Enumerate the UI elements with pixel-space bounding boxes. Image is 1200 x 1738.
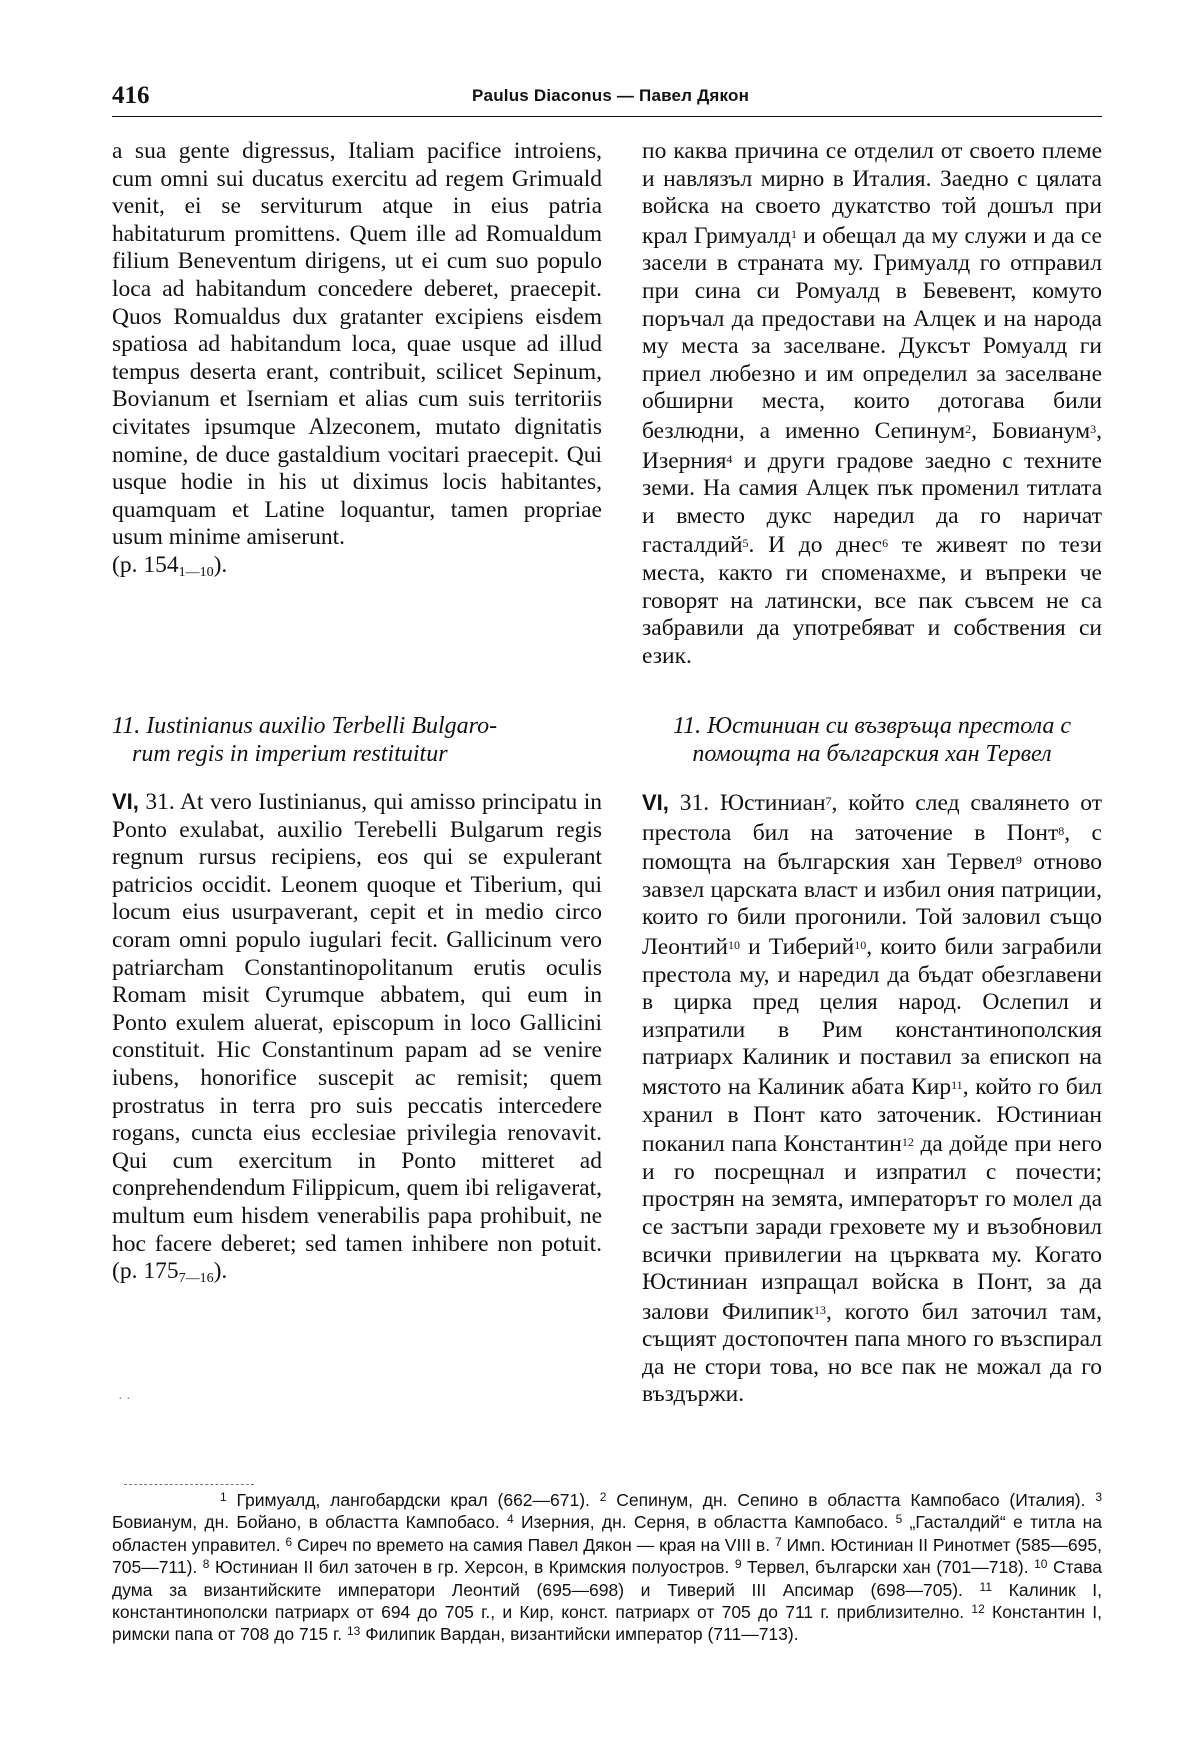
footnotes: [112, 1488, 1102, 1645]
footnote-1: $^1$ Гримуалд, лангобардски крал (662—671).: [220, 1490, 600, 1510]
footnote-13: $^{13}$ Филипик Вардан, византийски император (711—713).: [347, 1624, 799, 1645]
footnote-4: $^4$ Изерния, дн. Серня, в областта Кампобасо.: [507, 1512, 896, 1533]
footnote-11: $^{11}$ Калиник I, константинополски патриарх от 694 до 705 г., и Кир, конст. патриарх от 705 до 711 г. приблизително.: [112, 1579, 1102, 1623]
footnote-8: $^8$ Юстиниан II бил заточен в гр. Херсон, в Кримския полуостров.: [202, 1557, 735, 1578]
bulgarian-paragraph-1: по каква причина се отделил от своето племе и навлязъл мирно в Италия. Заедно с цялата войска на своето дукатство той дошъл при крал Гримуалд$^1$ и обещал да му служи и да се засели в страната му. Гримуалд го отправил при сина си Ромуалд в Бевевент, комуто поръчал да предостави на Алцек и на народа му места за заселване. Дуксът Ромуалд ги приел любезно и им определил за заселване обширни места, които дотогава били безлюдни, а именно Сепинум$^2$, Бовианум$^3$, Изерния$^4$ и други градове заедно с техните земи. На самия Алцек пък променил титлата и вместо дукс наредил да го наричат гасталдий$^5$. И до днес$^6$ те живеят по тези места, както ги споменахме, и въпреки че говорят на латински, все пак съвсем не са забравили да употребяват и собствения си език.: [642, 138, 1103, 669]
latin-section-heading: 11. Iustinianus auxilio Terbelli Bulgaro- rum regis in imperium restituitur: [112, 713, 498, 767]
footnote-6: $^6$ Сиреч по времето на самия Павел Дякон — края на VIII в.: [285, 1534, 775, 1555]
footnote-5: $^5$ „Гасталдий“ е титла на областен управител.: [112, 1512, 1102, 1555]
footnote-7: $^7$ Имп. Юстиниан II Ринотмет (585—695, 705—711).: [112, 1534, 1102, 1578]
footnote-block: [112, 1488, 1102, 1645]
running-title: Paulus Diaconus — Павел Дякон: [472, 86, 750, 105]
bulgarian-paragraph-2: VI, 31. Юстиниан$^7$, който след свалянето от престола бил на заточение в Понт$^8$, с помощта на българския хан Тервел$^9$ отново завзел царската власт и избил ония патриции, които го били прогонили. Той заловил също Леонтий$^{10}$ и Тиберий$^{10}$, които били заграбили престола му, и наредил да бъдат обезглавени в цирка пред целия народ. Ослепил и изпратили в Рим константинополския патриарх Калиник и поставил за епископ на мястото на Калиник абата Кир$^{11}$, който го бил хранил в Понт като заточеник. Юстиниан поканил папа Константин$^{12}$ да дойде при него и го посрещнал и изпратил с почести; прострян на земята, императорът го молел да се застъпи заради греховете му и възобновил всички привилегии на църквата му. Когато Юстиниан изпращал войска в Понт, за да залови Филипик$^{13}$, когото бил заточил там, същият достопочтен папа много го възспирал да не стори това, но все пак не можал да го въздържи.: [642, 790, 1103, 1408]
latin-reference-2: (p. $175_{7—16}$).: [112, 1258, 228, 1287]
latin-paragraph-2: VI, 31. At vero Iustinianus, qui amisso principatu in Ponto exulabat, auxilio Terebelli Bulgarum regis regnum rursus recipiens, eos qui se expulerant patricios occidit. Leonem quoque et Tiberium, qui locum eius usurpaverant, cepit et in medio circo coram omni populo iugulari fecit. Gallicinum vero patriarcham Constantinopolitanum erutis oculis Romam misit Cyrumque abbatem, qui eum in Ponto exulem aluerat, episcopum in loco Gallicini constituit. Hic Constantinum papam ad se venire iubens, honorifice suscepit ac remisit; quem prostratus in terra pro suis peccatis intercedere rogans, cuncta eius ecclesiae privilegia renovavit. Qui cum exercitum in Ponto mitteret ad conprehendendum Filippicum, quem ibi religaverat, multum eum hisdem venerabilis papa prohibuit, ne hoc facere deberet; sed tamen inhibere non potuit. (p. $175_{7—16}$).: [112, 789, 602, 1287]
footnote-9: $^9$ Тервел, български хан (701—718).: [734, 1557, 1035, 1578]
footnote-12: $^{12}$ Константин I, римски папа от 708 до 715 г.: [112, 1602, 1103, 1645]
latin-passage-2: [112, 788, 602, 1293]
page-header: [112, 82, 1102, 117]
bulgarian-passage-2: [642, 788, 1102, 1409]
footnote-2: $^2$ Сепинум, дн. Сепино в областта Кампобасо (Италия).: [599, 1490, 1096, 1510]
footnote-10: $^{10}$ Става дума за византийските императори Леонтий (695—698) и Тиверий III Апсимар (698—705).: [112, 1557, 1102, 1600]
footnote-divider: [124, 1484, 254, 1485]
stray-mark: · ·: [118, 1392, 131, 1407]
latin-reference-1: (p. $154_{1—10}$).: [112, 551, 228, 580]
latin-passage-1: [112, 138, 602, 587]
latin-paragraph-1: a sua gente digressus, Italiam pacifice introiens, cum omni sui ducatus exercitu ad regem Grimuald venit, ei se serviturum atque in eius patria habitaturum promittens. Quem ille ad Romualdum filium Beneventum dirigens, ut ei cum suo populo loca ad habitandum concedere deberet, praecepit. Quos Romualdus dux gratanter excipiens eisdem spatiosa ad habitandum loca, quae usque ad illud tempus deserta erant, contribuit, scilicet Sepinum, Bovianum et Iserniam et alias cum suis territoriis civitates ipsumque Alzeconem, mutato dignitatis nomine, de duce gastaldium vocitari praecepit. Qui usque hodie in his ut diximus locis habitantes, quamquam et Latine loquantur, tamen propriae usum minime amiserunt. (p. $154_{1—10}$).: [112, 138, 602, 580]
footnote-3: $^3$ Бовианум, дн. Бойано, в областта Кампобасо.: [112, 1490, 1102, 1533]
bulgarian-section-heading: 11. Юстиниан си възвръща престола с помощта на българския хан Тервел: [672, 713, 1072, 767]
page-number: 416: [112, 82, 150, 109]
bulgarian-passage-1: [642, 138, 1102, 670]
